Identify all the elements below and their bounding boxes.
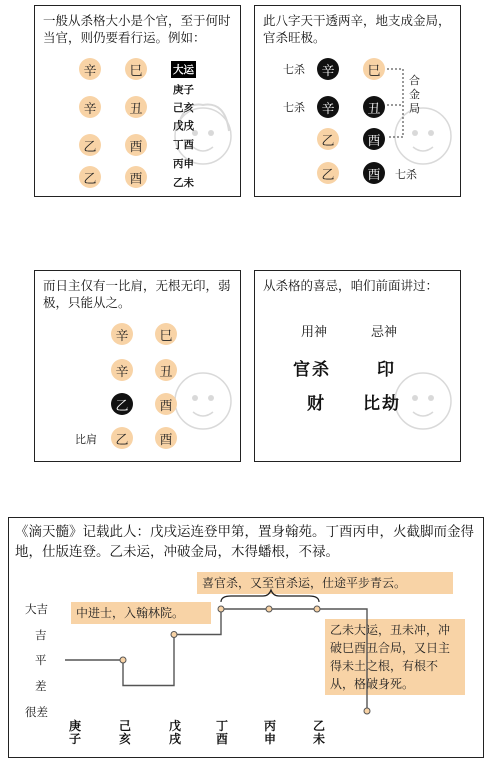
panel-xiji [254,270,461,462]
dayun-axis-label: 庚子 [68,719,81,746]
note-left: 中进士，入翰林院。 [71,602,211,624]
pillar-branch: 巳 [363,58,385,80]
dayun-item: 己亥 [173,102,194,114]
pillar-stem: 辛 [79,96,101,118]
dayun-axis-label: 丁酉 [215,719,228,746]
level-label: 很差 [25,705,48,719]
dayun-axis-label: 乙未 [312,719,325,746]
dayun-item: 庚子 [173,84,194,96]
level-label: 大吉 [25,602,48,616]
pillar-stem: 辛 [317,96,339,118]
pillar-branch: 丑 [155,359,177,381]
yongshen-header: 用神 [301,325,328,340]
day-master: 乙 [111,393,133,415]
pillar-branch: 巳 [125,58,147,80]
pillar-stem: 乙 [317,128,339,150]
bijian-label: 比肩 [75,433,97,446]
level-label: 差 [35,679,47,693]
dayun-axis-label: 己亥 [118,719,131,746]
panel-bazi [254,5,461,197]
pillar-stem: 乙 [79,134,101,156]
luck-point [314,606,320,612]
luck-line [65,609,367,711]
panel-rizhu [34,270,241,462]
note-top: 喜官杀，又至官杀运，仕途平步青云。 [197,572,453,594]
qisha-label: 七杀 [283,101,305,114]
level-label: 平 [35,653,47,667]
pillar-branch: 丑 [363,96,385,118]
dayun-axis-label: 戊戌 [168,719,181,746]
qisha-label: 七杀 [283,63,305,76]
note-right: 乙未大运，丑未冲，冲破巳酉丑合局，又日主得未土之根，有根不从，格破身死。 [325,619,465,695]
dayun-header: 大运 [171,61,196,78]
pillar-branch: 丑 [125,96,147,118]
panel-intro-text: 一般从杀格大小是个官，至于何时当官，则仍要看行运。例如： [43,13,231,45]
panel-xiji-text: 从杀格的喜忌，咱们前面讲过： [263,278,439,293]
pillar-stem: 乙 [111,427,133,449]
cai-text: 财 [307,394,326,414]
panel-bazi-text: 此八字天干透两辛，地支成金局，官杀旺极。 [263,13,451,45]
dayun-axis-label: 丙申 [263,719,276,746]
level-label: 吉 [35,628,47,642]
panel-intro [34,5,241,197]
guansha-text: 官杀 [293,360,331,380]
pillar-stem: 辛 [79,58,101,80]
luck-point [171,632,177,638]
story-text: 《滴天髓》记载此人：戊戌运连登甲第，置身翰苑。丁酉丙申，火截脚而金得地，仕版连登。乙未运，冲破金局，木得蟠根，不禄。 [15,524,474,560]
pillar-stem: 辛 [111,359,133,381]
panel-rizhu-text: 而日主仅有一比肩，无根无印，弱极，只能从之。 [43,278,231,310]
pillar-stem: 辛 [111,323,133,345]
pillar-branch: 巳 [155,323,177,345]
dayun-item: 乙未 [173,177,194,189]
luck-point [120,657,126,663]
dayun-item: 丁酉 [173,139,194,151]
pillar-stem: 乙 [79,166,101,188]
hejinju-label: 合金局 [409,74,420,115]
pillar-branch: 酉 [155,427,177,449]
pillar-branch: 酉 [125,134,147,156]
pillar-branch: 酉 [125,166,147,188]
pillar-stem: 辛 [317,58,339,80]
bijie-text: 比劫 [363,394,401,414]
luck-point [218,606,224,612]
luck-point [266,606,272,612]
dayun-item: 戊戌 [173,120,194,132]
pillar-branch: 酉 [363,128,385,150]
pillar-branch: 酉 [363,162,385,184]
qisha-label: 七杀 [395,168,417,181]
jishen-header: 忌神 [371,325,398,340]
pillar-stem: 乙 [317,162,339,184]
luck-point [364,708,370,714]
panel-story [8,517,484,758]
pillar-branch: 酉 [155,393,177,415]
dayun-item: 丙申 [173,158,194,170]
yin-text: 印 [377,360,396,380]
